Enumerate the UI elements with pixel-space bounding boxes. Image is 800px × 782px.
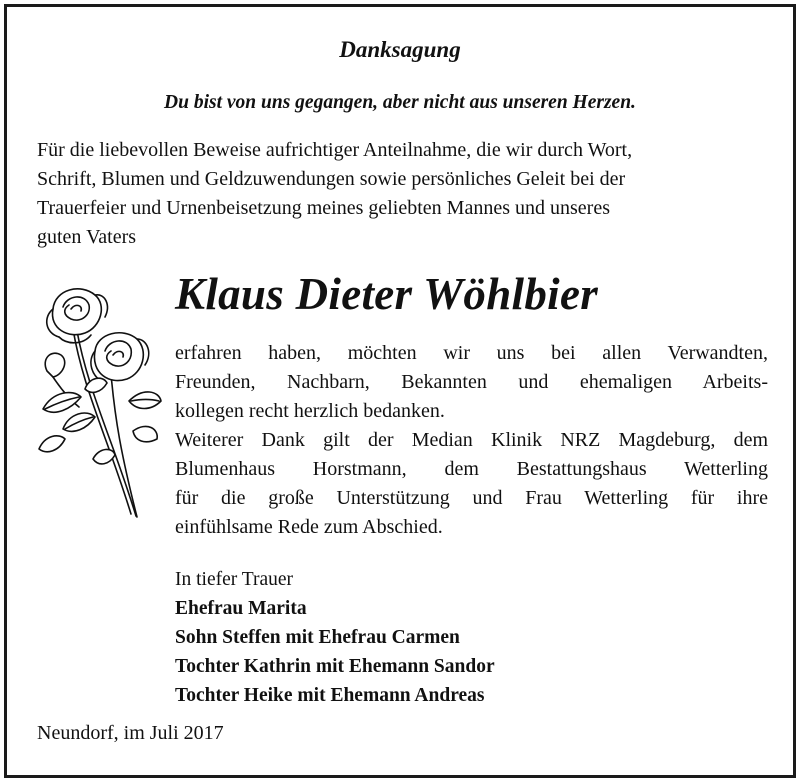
roses-icon — [33, 279, 163, 529]
body-line: Weiterer Dank gilt der Median Klinik NRZ Magdeburg, dem — [175, 429, 768, 451]
heading: Danksagung — [339, 37, 461, 62]
intro-line: Schrift, Blumen und Geldzuwendungen sowie persönliches Geleit bei der — [37, 168, 626, 190]
motto: Du bist von uns gegangen, aber nicht aus unseren Herzen. — [164, 92, 636, 113]
intro-paragraph — [37, 136, 767, 252]
mourner: Tochter Kathrin mit Ehemann Sandor — [175, 656, 495, 677]
intro-line: Für die liebevollen Beweise aufrichtiger Anteilnahme, die wir durch Wort, — [37, 139, 633, 161]
mourner: Ehefrau Marita — [175, 598, 307, 619]
mourning-intro: In tiefer Trauer — [175, 569, 294, 590]
place-date: Neundorf, im Juli 2017 — [37, 722, 224, 744]
intro-line: guten Vaters — [37, 226, 137, 248]
body-line: Blumenhaus Horstmann, dem Bestattungshaus Wetterling — [175, 458, 768, 480]
body-line: Freunden, Nachbarn, Bekannten und ehemaligen Arbeits- — [175, 371, 768, 393]
body-line: kollegen recht herzlich bedanken. — [175, 400, 445, 422]
obituary-notice — [4, 4, 796, 778]
mourner: Sohn Steffen mit Ehefrau Carmen — [175, 627, 460, 648]
mourner: Tochter Heike mit Ehemann Andreas — [175, 685, 485, 706]
body-line: für die große Unterstützung und Frau Wetterling für ihre — [175, 487, 768, 509]
deceased-name: Klaus Dieter Wöhlbier — [175, 269, 599, 319]
intro-line: Trauerfeier und Urnenbeisetzung meines geliebten Mannes und unseres — [37, 197, 610, 219]
body-line: erfahren haben, möchten wir uns bei allen Verwandten, — [175, 342, 768, 364]
body-line: einfühlsame Rede zum Abschied. — [175, 516, 443, 538]
thanks-paragraph — [175, 339, 768, 542]
signature-block — [175, 565, 495, 710]
